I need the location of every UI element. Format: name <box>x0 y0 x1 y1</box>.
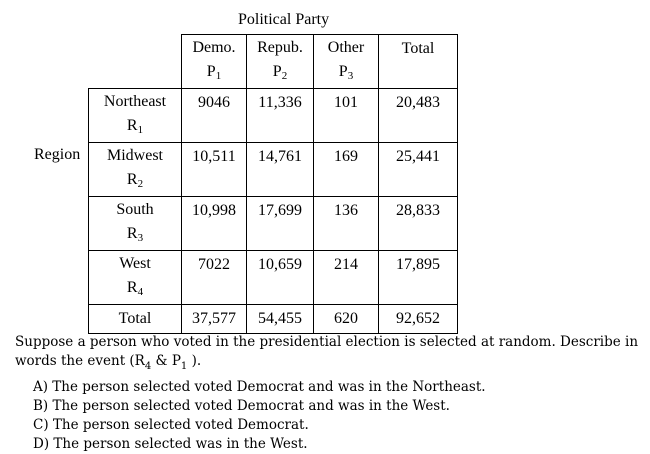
row-total: 20,483 <box>379 89 458 143</box>
answer-options <box>15 378 640 454</box>
col-symbol: $P_3$ <box>338 63 354 82</box>
cell: 620 <box>314 305 379 334</box>
row-total: 28,833 <box>379 197 458 251</box>
question-stem: Suppose a person who voted in the presidential election is selected at random. Describe in words the event ($R_4$ & $P_1$ ). <box>15 334 639 372</box>
cell: 17,699 <box>247 197 314 251</box>
option-d[interactable]: D) The person selected was in the West. <box>33 436 308 452</box>
corner-cell <box>89 35 182 89</box>
col-symbol: $P_1$ <box>206 63 222 82</box>
region-label: Region <box>34 146 81 163</box>
cell: 9046 <box>182 89 247 143</box>
table-row <box>89 251 458 305</box>
total-row <box>89 305 458 334</box>
col-name: Repub. <box>257 39 303 56</box>
col-name: Other <box>327 39 365 56</box>
political-party-header: Political Party <box>238 11 330 28</box>
header-row <box>89 35 458 89</box>
contingency-table <box>88 34 458 334</box>
table-row <box>89 143 458 197</box>
cell: 7022 <box>182 251 247 305</box>
cell: 169 <box>314 143 379 197</box>
cell: 136 <box>314 197 379 251</box>
col-header-democrat <box>182 35 247 89</box>
question-block <box>15 333 640 454</box>
col-header-total: Total <box>379 35 458 89</box>
cell: 37,577 <box>182 305 247 334</box>
cell: 54,455 <box>247 305 314 334</box>
col-header-other <box>314 35 379 89</box>
option-a[interactable]: A) The person selected voted Democrat and was in the Northeast. <box>33 379 486 395</box>
row-header-west: West $R_4$ <box>89 251 182 305</box>
col-symbol: $P_2$ <box>272 63 288 82</box>
table-row <box>89 197 458 251</box>
cell: 10,998 <box>182 197 247 251</box>
row-header-northeast: Northeast $R_1$ <box>89 89 182 143</box>
row-total: 25,441 <box>379 143 458 197</box>
col-name: Demo. <box>192 39 236 56</box>
cell: 101 <box>314 89 379 143</box>
row-total: 17,895 <box>379 251 458 305</box>
cell: 10,511 <box>182 143 247 197</box>
col-header-republican <box>247 35 314 89</box>
option-b[interactable]: B) The person selected voted Democrat and was in the West. <box>33 398 450 414</box>
cell: 11,336 <box>247 89 314 143</box>
total-row-label: Total <box>89 305 182 334</box>
cell: 214 <box>314 251 379 305</box>
table-row <box>89 89 458 143</box>
cell: 10,659 <box>247 251 314 305</box>
row-header-south: South $R_3$ <box>89 197 182 251</box>
row-header-midwest: Midwest $R_2$ <box>89 143 182 197</box>
cell: 14,761 <box>247 143 314 197</box>
grand-total: 92,652 <box>379 305 458 334</box>
option-c[interactable]: C) The person selected voted Democrat. <box>33 417 309 433</box>
